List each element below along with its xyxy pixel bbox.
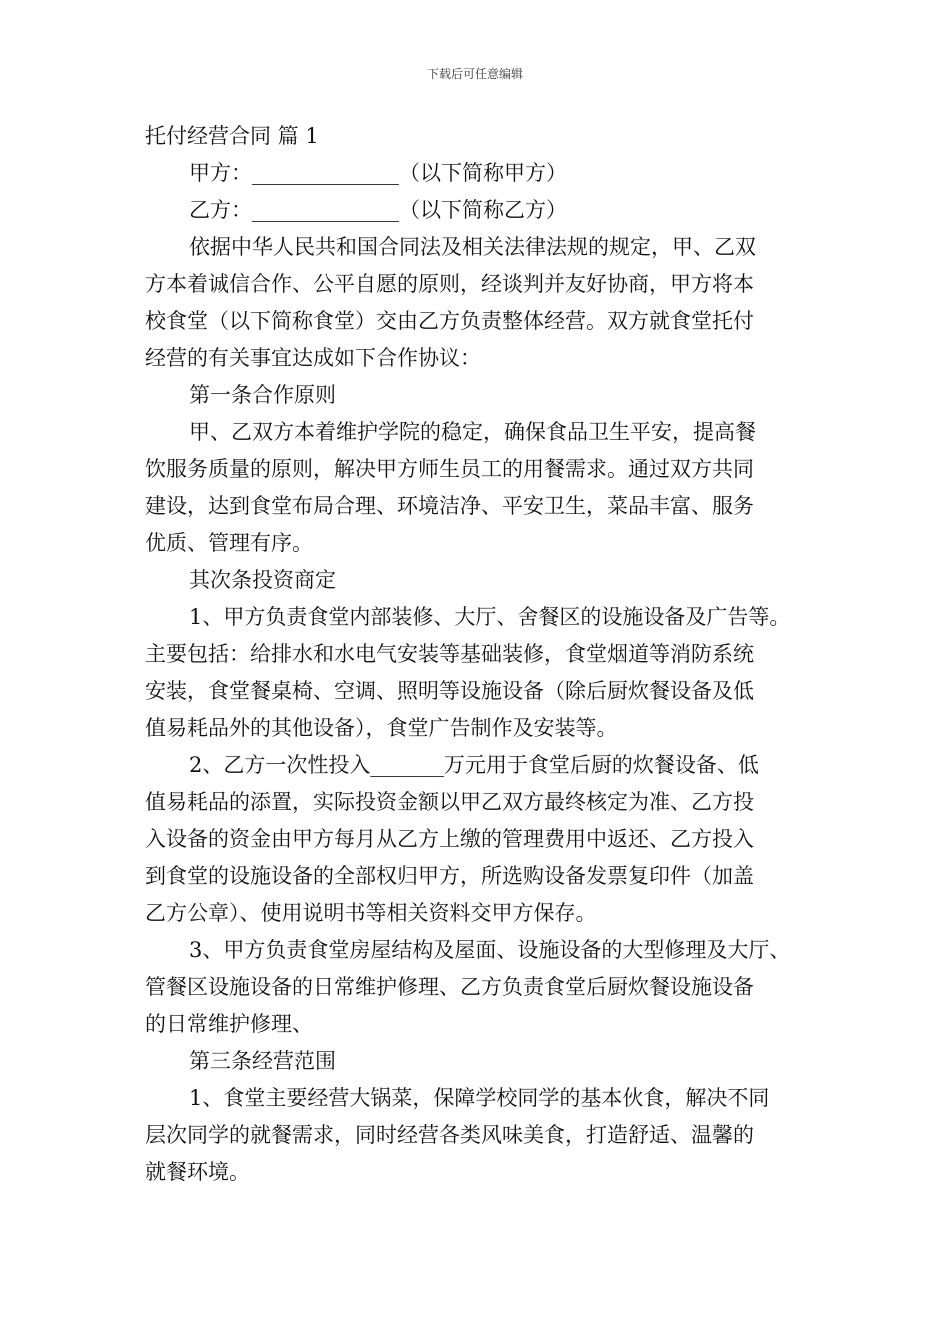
paragraph-line: 3、甲方负责食堂房屋结构及屋面、设施设备的大型修理及大厅、 (189, 938, 791, 962)
paragraph-line: 值易耗品的添置，实际投资金额以甲乙双方最终核定为准、乙方投 (145, 790, 754, 814)
paragraph-line: 饮服务质量的原则，解决甲方师生员工的用餐需求。通过双方共同 (145, 457, 754, 481)
paragraph-line: 安装，食堂餐桌椅、空调、照明等设施设备（除后厨炊餐设备及低 (145, 679, 754, 703)
paragraph-line: 甲、乙双方本着维护学院的稳定，确保食品卫生平安，提高餐 (189, 420, 756, 444)
paragraph-line: 值易耗品外的其他设备），食堂广告制作及安装等。 (145, 716, 618, 740)
section-heading: 第三条经营范围 (189, 1049, 336, 1073)
paragraph-line: 依据中华人民共和国合同法及相关法律法规的规定，甲、乙双 (189, 235, 756, 259)
section-heading: 第一条合作原则 (189, 383, 336, 407)
paragraph-line: 2、乙方一次性投入_______万元用于食堂后厨的炊餐设备、低 (189, 753, 759, 777)
paragraph-line: 经营的有关事宜达成如下合作协议： (145, 346, 481, 370)
paragraph-line: 方本着诚信合作、公平自愿的原则，经谈判并友好协商，甲方将本 (145, 272, 754, 296)
doc-title: 托付经营合同 篇 1 (145, 124, 319, 148)
paragraph-line: 的日常维护修理、 (145, 1012, 313, 1036)
paragraph-line: 就餐环境。 (145, 1160, 250, 1184)
party-b-line: 乙方：______________（以下简称乙方） (189, 198, 567, 222)
paragraph-line: 1、甲方负责食堂内部装修、大厅、舍餐区的设施设备及广告等。 (189, 605, 791, 629)
section-heading: 其次条投资商定 (189, 568, 336, 592)
paragraph-line: 1、食堂主要经营大锅菜，保障学校同学的基本伙食，解决不同 (189, 1086, 770, 1110)
paragraph-line: 入设备的资金由甲方每月从乙方上缴的管理费用中返还、乙方投入 (145, 827, 754, 851)
page-header-note: 下载后可任意编辑 (426, 67, 523, 81)
paragraph-line: 优质、管理有序。 (145, 531, 313, 555)
paragraph-line: 到食堂的设施设备的全部权归甲方，所选购设备发票复印件（加盖 (145, 864, 754, 888)
party-a-line: 甲方：______________（以下简称甲方） (189, 161, 567, 185)
document-body (145, 118, 825, 1191)
paragraph-line: 建设，达到食堂布局合理、环境洁净、平安卫生，菜品丰富、服务 (145, 494, 754, 518)
paragraph-line: 校食堂（以下简称食堂）交由乙方负责整体经营。双方就食堂托付 (145, 309, 754, 333)
paragraph-line: 管餐区设施设备的日常维护修理、乙方负责食堂后厨炊餐设施设备 (145, 975, 754, 999)
paragraph-line: 主要包括：给排水和水电气安装等基础装修，食堂烟道等消防系统 (145, 642, 754, 666)
paragraph-line: 层次同学的就餐需求，同时经营各类风味美食，打造舒适、温馨的 (145, 1123, 754, 1147)
paragraph-line: 乙方公章）、使用说明书等相关资料交甲方保存。 (145, 901, 597, 925)
